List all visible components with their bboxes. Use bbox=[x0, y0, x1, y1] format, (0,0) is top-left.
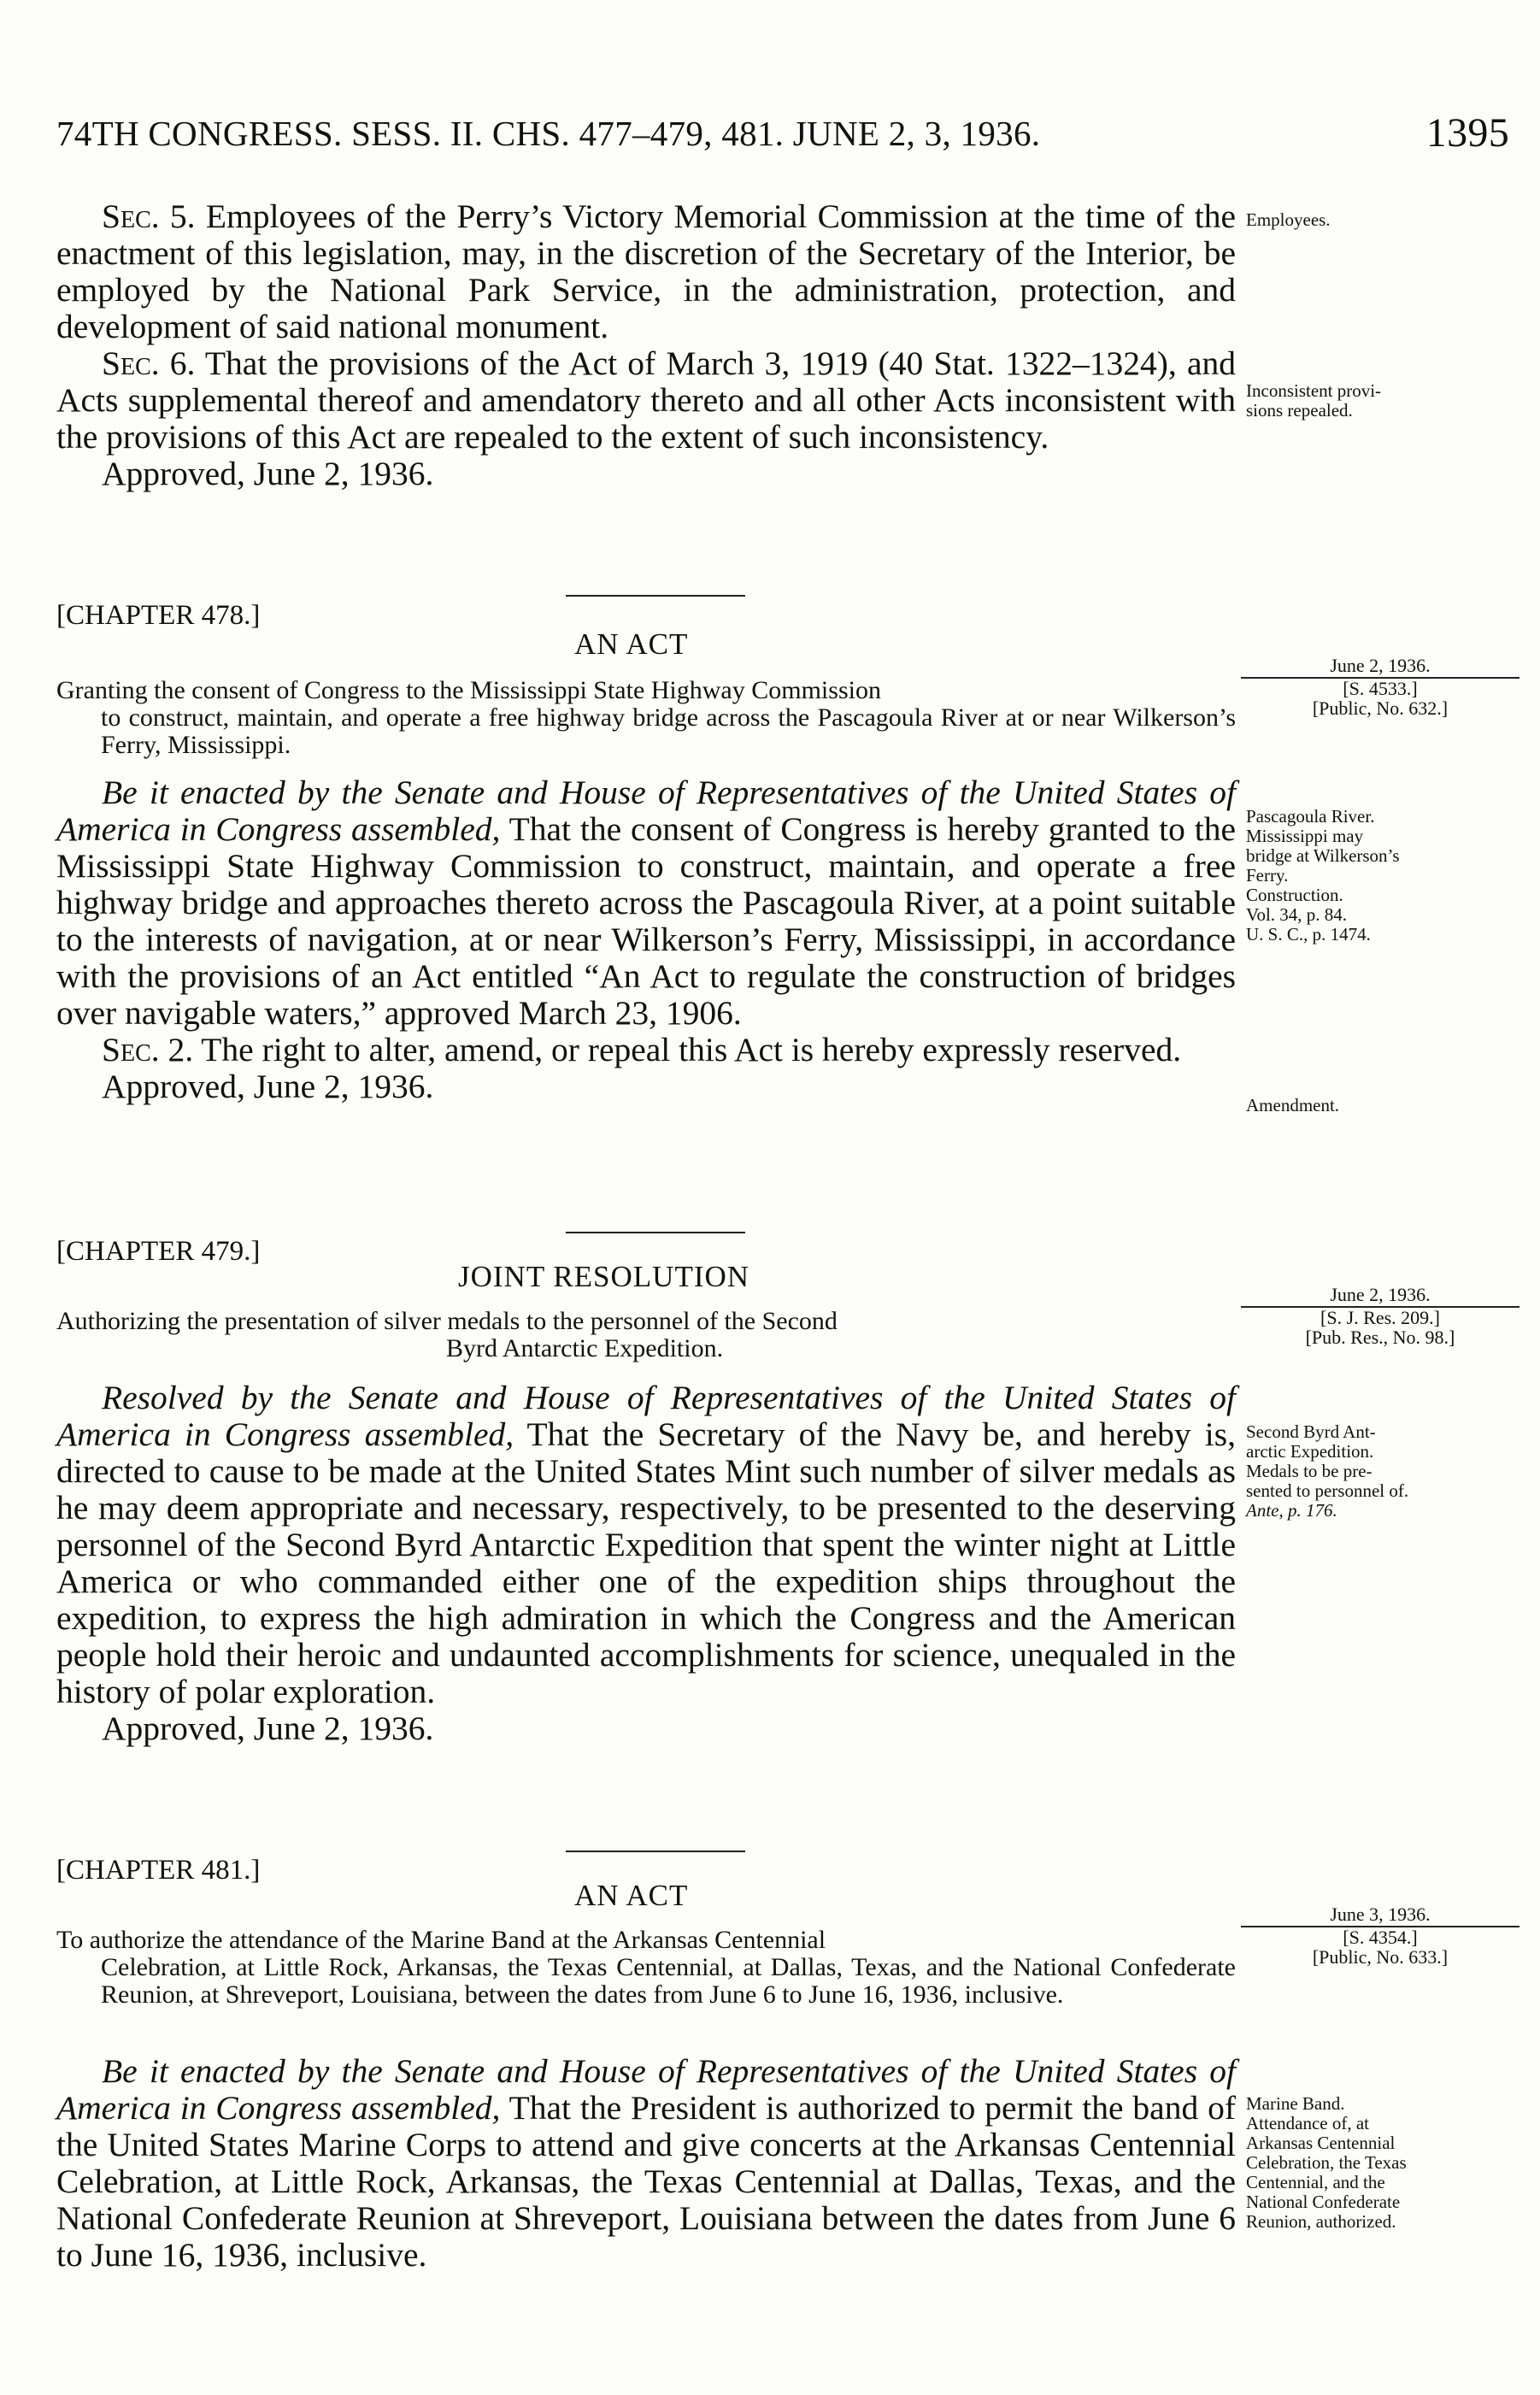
caption-continuation: Celebration, at Little Rock, Arkansas, the Texas Centennial, at Dallas, Texas, and the National Confederate Reunion, at Shreveport, Louisiana, between the dates from June 6 to June 16, 1936, inclusive. bbox=[101, 1953, 1236, 2009]
margin-line: Arkansas Centennial bbox=[1246, 2133, 1396, 2153]
caption-first-line: Authorizing the presentation of silver medals to the personnel of the Second bbox=[56, 1307, 838, 1335]
margin-line: Inconsistent provi- bbox=[1246, 380, 1382, 401]
margin-line: Pascagoula River. bbox=[1246, 806, 1375, 827]
margin-line: Attendance of, at bbox=[1246, 2113, 1370, 2133]
divider-rule bbox=[566, 1232, 745, 1233]
chapter-label: [CHAPTER 481.] bbox=[56, 1855, 261, 1886]
margin-line: Centennial, and the bbox=[1246, 2172, 1385, 2192]
act-type-heading: JOINT RESOLUTION bbox=[458, 1260, 750, 1293]
section-2 bbox=[56, 1032, 1236, 1068]
citation-date: June 2, 1936. bbox=[1241, 1285, 1519, 1308]
citation-date: June 3, 1936. bbox=[1241, 1904, 1519, 1927]
caption-first-line: To authorize the attendance of the Marine Band at the Arkansas Centennial bbox=[56, 1926, 826, 1954]
caption-continuation: Byrd Antarctic Expedition. bbox=[446, 1334, 724, 1362]
margin-note-inconsistent bbox=[1246, 381, 1519, 421]
caption-first-line: Granting the consent of Congress to the Mississippi State Highway Commission bbox=[56, 676, 881, 704]
section-label: Sec. 5. bbox=[102, 197, 196, 235]
approval-line: Approved, June 2, 1936. bbox=[102, 455, 434, 492]
margin-note-employees: Employees. bbox=[1246, 209, 1331, 230]
act-caption bbox=[56, 1927, 1236, 2009]
margin-line: Medals to be pre- bbox=[1246, 1461, 1372, 1481]
margin-line: arctic Expedition. bbox=[1246, 1441, 1374, 1462]
act-type-heading: AN ACT bbox=[574, 1879, 689, 1912]
margin-line: Ferry. bbox=[1246, 865, 1289, 886]
margin-line: Marine Band. bbox=[1246, 2093, 1345, 2114]
citation-public-law: [Pub. Res., No. 98.] bbox=[1305, 1327, 1455, 1348]
chapter-479-body bbox=[56, 1380, 1236, 1747]
margin-line: bridge at Wilkerson’s bbox=[1246, 845, 1400, 866]
running-head-title: 74TH CONGRESS. SESS. II. CHS. 477–479, 481. JUNE 2, 3, 1936. bbox=[56, 114, 1041, 153]
margin-line: Celebration, the Texas bbox=[1246, 2152, 1407, 2173]
approval-line: Approved, June 2, 1936. bbox=[102, 1709, 434, 1747]
margin-note-amendment: Amendment. bbox=[1246, 1095, 1340, 1115]
act-caption bbox=[56, 1308, 1236, 1362]
chapter-label: [CHAPTER 478.] bbox=[56, 600, 261, 631]
margin-note-byrd-expedition bbox=[1246, 1422, 1519, 1521]
body-text: That the consent of Congress is hereby granted to the Mississippi State Highway Commission to construct, maintain, and operate a free highway bridge and approaches thereto across the Pascagoula River, at a point suitable to the interests of navigation, at or near Wilkerson’s Ferry, Mississippi, in accordance with the provisions of an Act entitled “An Act to regulate the construction of bridges over navigable waters,” approved March 23, 1906. bbox=[56, 810, 1236, 1032]
chapter-label: [CHAPTER 479.] bbox=[56, 1236, 261, 1267]
margin-line: Mississippi may bbox=[1246, 826, 1364, 846]
page-number: 1395 bbox=[1425, 110, 1509, 156]
section-label: Sec. 2. bbox=[102, 1031, 194, 1068]
enacting-clause: Be it enacted by the Senate and House of Representatives of the United States of America in Congress assembled, bbox=[56, 774, 1236, 848]
divider-rule bbox=[566, 1851, 745, 1852]
margin-line: Second Byrd Ant- bbox=[1246, 1421, 1376, 1442]
chapter-477-sections bbox=[56, 198, 1236, 492]
resolving-paragraph bbox=[56, 1380, 1236, 1710]
margin-note-pascagoula bbox=[1246, 807, 1519, 944]
approval-line: Approved, June 2, 1936. bbox=[102, 1068, 434, 1105]
citation-public-law: [Public, No. 633.] bbox=[1312, 1946, 1449, 1968]
act-caption bbox=[56, 677, 1236, 759]
citation-public-law: [Public, No. 632.] bbox=[1312, 697, 1449, 719]
enacting-clause: Be it enacted by the Senate and House of Representatives of the United States of America in Congress assembled, bbox=[56, 2052, 1236, 2127]
enacting-paragraph bbox=[56, 2053, 1236, 2274]
enacting-paragraph bbox=[56, 774, 1236, 1032]
margin-line: sions repealed. bbox=[1246, 400, 1353, 421]
act-type-heading: AN ACT bbox=[574, 627, 689, 661]
margin-line: Ante, p. 176. bbox=[1246, 1500, 1337, 1521]
resolving-clause: Resolved by the Senate and House of Representatives of the United States of America in Congress assembled, bbox=[56, 1379, 1236, 1453]
marginal-citation bbox=[1241, 1904, 1519, 1967]
marginal-citation bbox=[1241, 1285, 1519, 1347]
marginal-citation bbox=[1241, 656, 1519, 718]
margin-line: U. S. C., p. 1474. bbox=[1246, 924, 1371, 944]
margin-line: sented to personnel of. bbox=[1246, 1480, 1409, 1501]
citation-date: June 2, 1936. bbox=[1241, 656, 1519, 679]
margin-line: Construction. bbox=[1246, 885, 1343, 905]
section-text: The right to alter, amend, or repeal this Act is hereby expressly reserved. bbox=[201, 1031, 1182, 1068]
caption-continuation: to construct, maintain, and operate a free highway bridge across the Pascagoula River at or near Wilkerson’s Ferry, Mississippi. bbox=[101, 703, 1236, 759]
section-text: Employees of the Perry’s Victory Memorial Commission at the time of the enactment of this legislation, may, in the discretion of the Secretary of the Interior, be employed by the National Park Service, in the administration, protection, and development of said national monument. bbox=[56, 197, 1237, 345]
chapter-481-body bbox=[56, 2053, 1236, 2274]
section-text: That the provisions of the Act of March 3, 1919 (40 Stat. 1322–1324), and Acts supplemental thereof and amendatory thereto and all other Acts inconsistent with the provisions of this Act are repealed to the extent of such inconsistency. bbox=[56, 344, 1236, 456]
margin-line: Vol. 34, p. 84. bbox=[1246, 904, 1348, 925]
section-5 bbox=[56, 198, 1236, 345]
citation-bill: [S. 4533.] bbox=[1343, 678, 1418, 699]
body-text: That the Secretary of the Navy be, and hereby is, directed to cause to be made at the United States Mint such number of silver medals as he may deem appropriate and necessary, respectively, to be presented to the deserving personnel of the Second Byrd Antarctic Expedition that spent the winter night at Little America or who commanded either one of the expedition ships throughout the expedition, to express the high admiration in which the Congress and the American people hold their heroic and undaunted accomplishments for science, unequaled in the history of polar exploration. bbox=[56, 1415, 1237, 1710]
body-text: That the President is authorized to permit the band of the United States Marine Corps to attend and give concerts at the Arkansas Centennial Celebration, at Little Rock, Arkansas, the Texas Centennial at Dallas, Texas, and the National Confederate Reunion at Shreveport, Louisiana between the dates from June 6 to June 16, 1936, inclusive. bbox=[56, 2089, 1236, 2274]
chapter-478-body bbox=[56, 774, 1236, 1105]
margin-note-marine-band bbox=[1246, 2094, 1519, 2232]
margin-line: National Confederate bbox=[1246, 2192, 1401, 2212]
citation-bill: [S. 4354.] bbox=[1343, 1927, 1418, 1948]
divider-rule bbox=[566, 595, 745, 597]
section-label: Sec. 6. bbox=[102, 344, 196, 382]
citation-bill: [S. J. Res. 209.] bbox=[1320, 1307, 1440, 1328]
section-6 bbox=[56, 345, 1236, 456]
margin-line: Reunion, authorized. bbox=[1246, 2211, 1396, 2232]
